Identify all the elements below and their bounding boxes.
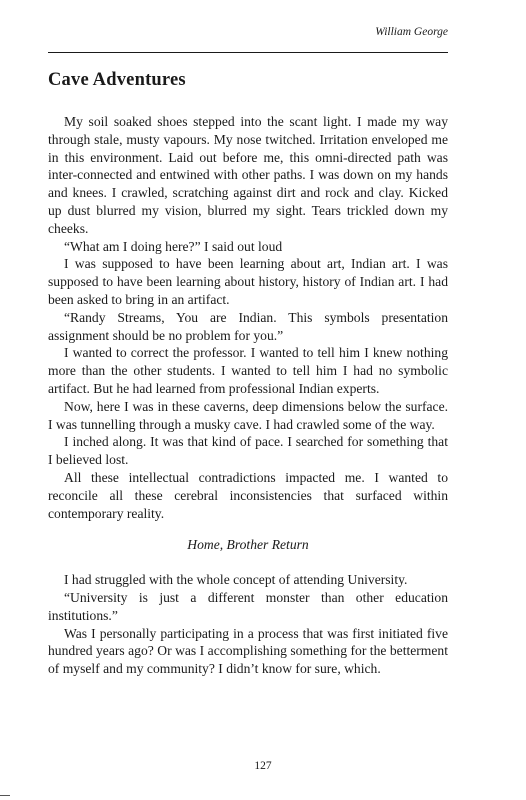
paragraph: “What am I doing here?” I said out loud xyxy=(64,238,283,254)
paragraph: I was supposed to have been learning about art, Indian art. I was supposed to have been learning about history, history of Indian art. I had been asked to bring in an artifact. xyxy=(48,256,448,307)
paragraph: Was I personally participating in a process that was first initiated five hundred years ago? Or was I accomplishing something for the betterment of myself and my community? I didn’t know for sure, which. xyxy=(48,625,448,677)
paragraph: I wanted to correct the professor. I wanted to tell him I knew nothing more than the other students. I wanted to tell him I had no symbolic artifact. But he had learned from professional Indian experts. xyxy=(48,345,448,396)
header-rule xyxy=(48,52,448,53)
page-number: 127 xyxy=(254,760,272,772)
body-text xyxy=(48,113,448,678)
chapter-title: Cave Adventures xyxy=(48,70,186,90)
section-heading: Home, Brother Return xyxy=(187,537,309,553)
paragraph: I inched along. It was that kind of pace. I searched for something that I believed lost. xyxy=(48,434,448,468)
paragraph: “Randy Streams, You are Indian. This symbols presentation assignment should be no problem for you.” xyxy=(48,309,448,343)
scan-edge-mark xyxy=(0,795,10,796)
paragraph: My soil soaked shoes stepped into the scant light. I made my way through stale, musty vapours. My nose twitched. Irritation enveloped me in this environment. Laid out before me, this omni-directed path was inter-connected and entwined with other paths. I was down on my hands and knees. I crawled, scratching against dirt and rock and clay. Kicked up dust blurred my vision, blurred my sight. Tears trickled down my cheeks. xyxy=(48,114,448,236)
paragraph: “University is just a different monster than other education institutions.” xyxy=(48,589,448,623)
running-head: William George xyxy=(375,26,448,38)
paragraph: All these intellectual contradictions impacted me. I wanted to reconcile all these cerebral inconsistencies that surfaced within contemporary reality. xyxy=(48,469,448,521)
paragraph: I had struggled with the whole concept of attending University. xyxy=(64,572,408,588)
paragraph: Now, here I was in these caverns, deep dimensions below the surface. I was tunnelling through a musky cave. I had crawled some of the way. xyxy=(48,398,448,432)
